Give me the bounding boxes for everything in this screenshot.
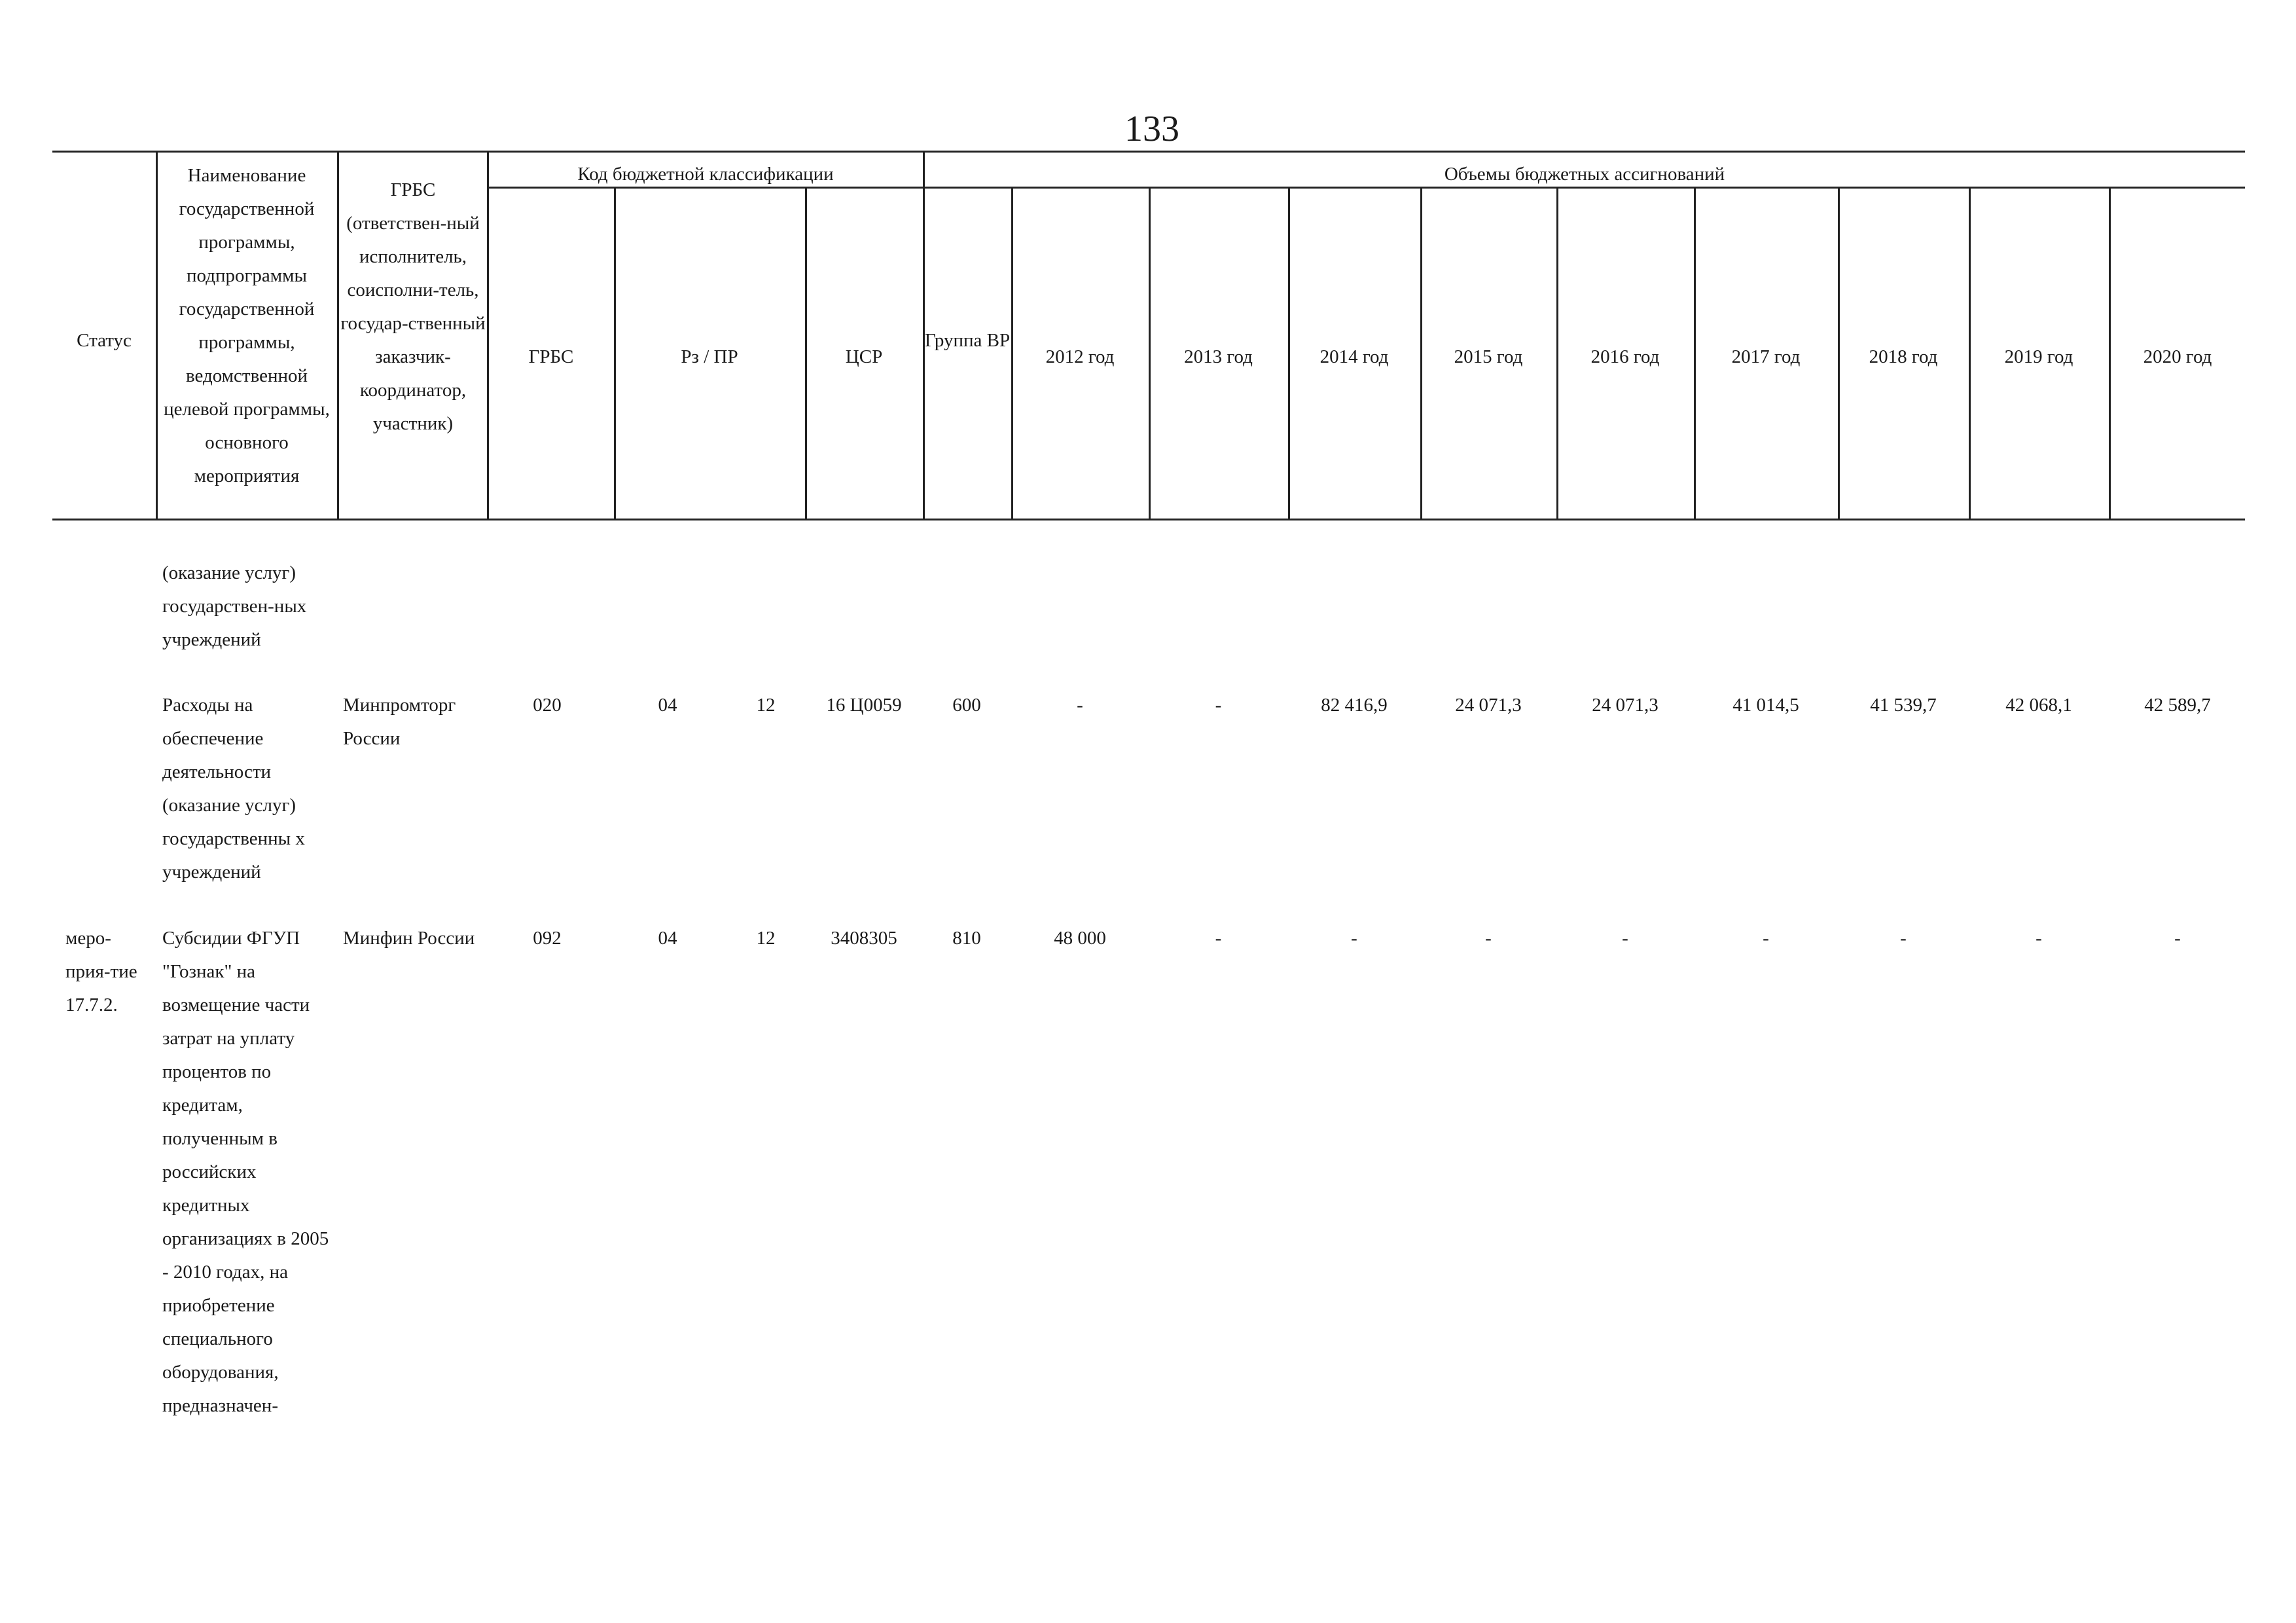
row-value: - [1763,928,1769,949]
row-rz: 04 [658,928,677,949]
row-value: 42 589,7 [2144,695,2211,716]
row-csr: 3408305 [831,928,897,949]
row-vr: 810 [952,928,981,949]
row-value: - [2174,928,2181,949]
row-pr: 12 [756,928,776,949]
page-number: 133 [1124,109,1179,149]
row-grbs: 020 [533,695,562,716]
row-value: 24 071,3 [1592,695,1659,716]
header-year: 2012 год [1045,346,1115,367]
header-year: 2017 год [1731,346,1801,367]
row-value: 82 416,9 [1321,695,1388,716]
col-divider [337,151,339,519]
header-year: 2018 год [1869,346,1938,367]
row-grbs-responsible: Минфин России [343,928,475,949]
row-value: 42 068,1 [2005,695,2072,716]
row-vr: 600 [952,695,981,716]
header-year: 2013 год [1184,346,1253,367]
row-value: - [1622,928,1628,949]
header-csr: ЦСР [845,346,883,367]
row-value: - [1215,928,1222,949]
row-value: - [1351,928,1357,949]
row-value: 48 000 [1054,928,1106,949]
row-value: 41 539,7 [1870,695,1937,716]
header-status: Статус [77,330,132,351]
header-group-vr: Группа ВР [924,330,1011,351]
row-grbs-responsible: Минпромторг России [343,695,456,749]
table-top-rule [52,151,2245,153]
header-year: 2019 год [2004,346,2073,367]
row-value: 41 014,5 [1732,695,1799,716]
header-year: 2016 год [1590,346,1660,367]
row-csr: 16 Ц0059 [826,695,902,716]
row-name: Субсидии ФГУП "Гознак" на возмещение части затрат на уплату процентов по кредитам, полученным в российских кредитных организациях в 2005 - 2010 годах, на приобретение специального оборудования, предназначен- [162,928,329,1416]
row-value: - [1900,928,1907,949]
header-volumes-group: Объемы бюджетных ассигнований [1444,164,1725,185]
row-name: Расходы на обеспечение деятельности (оказание услуг) государственны х учреждений [162,695,305,883]
header-year: 2015 год [1454,346,1523,367]
row-grbs: 092 [533,928,562,949]
row-value: - [1485,928,1492,949]
row-pr: 12 [756,695,776,716]
row-value: - [2036,928,2042,949]
row-value: - [1077,695,1083,716]
header-rz-pr: Рз / ПР [681,346,738,367]
header-grbs-responsible: ГРБС (ответствен-ный исполнитель, соисполни-тель, государ-ственный заказчик-координатор, участник) [340,179,486,434]
header-year: 2020 год [2143,346,2212,367]
header-name: Наименование государственной программы, подпрограммы государственной программы, ведомственной целевой программы, основного мероприятия [164,165,330,486]
row-status: меро-прия-тие 17.7.2. [65,928,137,1015]
header-bottom-rule [52,519,2245,520]
row-name: (оказание услуг) государствен-ных учреждений [162,562,307,650]
header-grbs: ГРБС [528,346,574,367]
header-year: 2014 год [1319,346,1389,367]
col-divider [487,151,489,519]
row-value: - [1215,695,1222,716]
col-divider [156,151,158,519]
row-value: 24 071,3 [1455,695,1522,716]
row-rz: 04 [658,695,677,716]
header-budget-code-group: Код бюджетной классификации [577,164,834,185]
